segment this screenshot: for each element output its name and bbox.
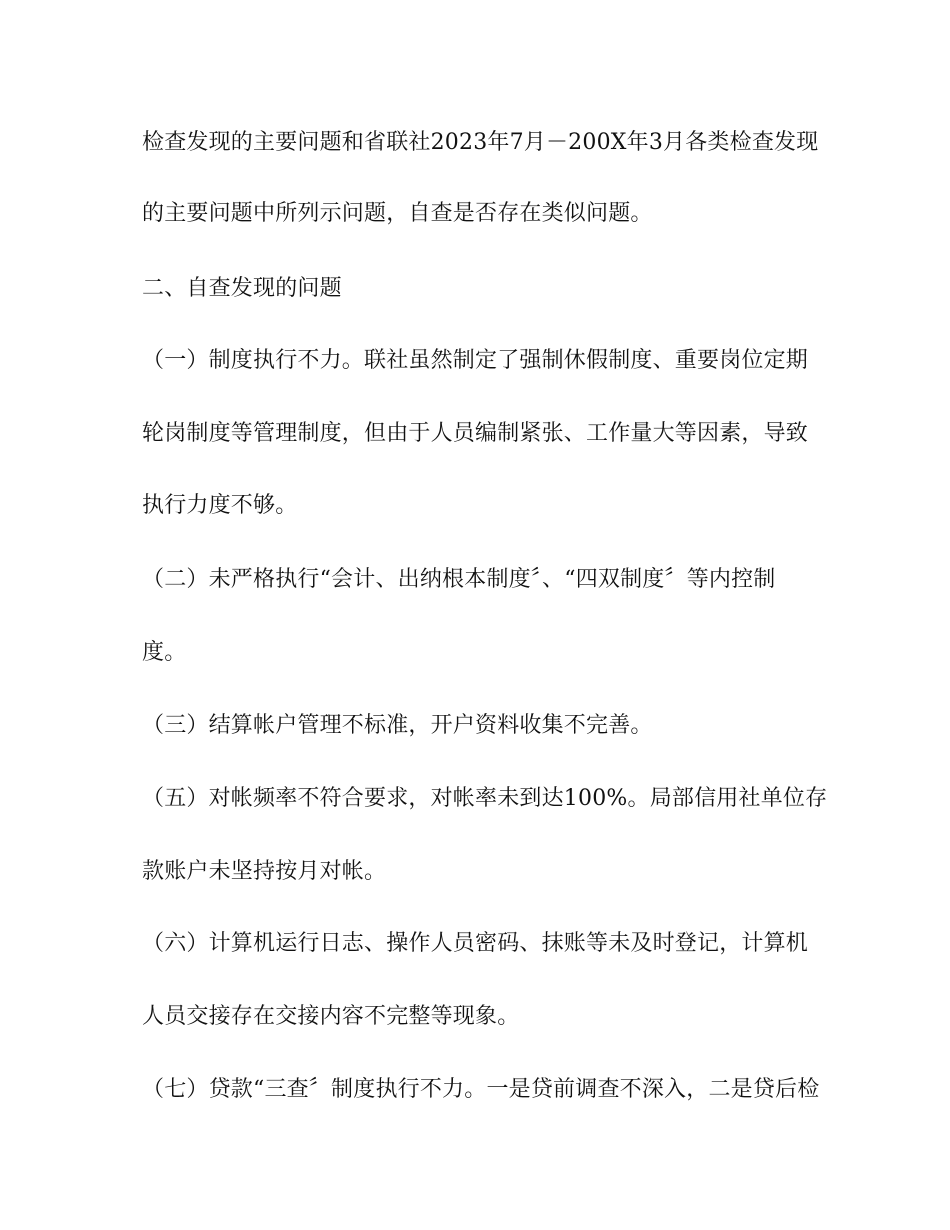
paragraph-line: （七）贷款“三查〞制度执行不力。一是贷前调查不深入，二是贷后检: [142, 1077, 820, 1102]
paragraph-line: （一）制度执行不力。联社虽然制定了强制休假制度、重要岗位定期: [142, 348, 809, 373]
paragraph-line: 款账户未坚持按月对帐。: [142, 859, 387, 884]
paragraph-line: （五）对帐频率不符合要求，对帐率未到达100%。局部信用社单位存: [142, 786, 828, 811]
paragraph-line: 的主要问题中所列示问题，自查是否存在类似问题。: [142, 201, 653, 226]
paragraph-line: 度。: [142, 640, 187, 665]
paragraph-line: （六）计算机运行日志、操作人员密码、抹账等未及时登记，计算机: [142, 931, 809, 956]
paragraph-line: （三）结算帐户管理不标准，开户资料收集不完善。: [142, 713, 653, 738]
paragraph-line: （二）未严格执行“会计、出纳根本制度〞、“四双制度〞等内控制: [142, 567, 776, 592]
paragraph-line: 执行力度不够。: [142, 493, 298, 518]
paragraph-line: 轮岗制度等管理制度，但由于人员编制紧张、工作量大等因素，导致: [142, 421, 809, 446]
paragraph-line: 检查发现的主要问题和省联社2023年7月－200X年3月各类检查发现: [142, 130, 819, 155]
section-heading: 二、自查发现的问题: [142, 276, 342, 301]
paragraph-line: 人员交接存在交接内容不完整等现象。: [142, 1004, 520, 1029]
